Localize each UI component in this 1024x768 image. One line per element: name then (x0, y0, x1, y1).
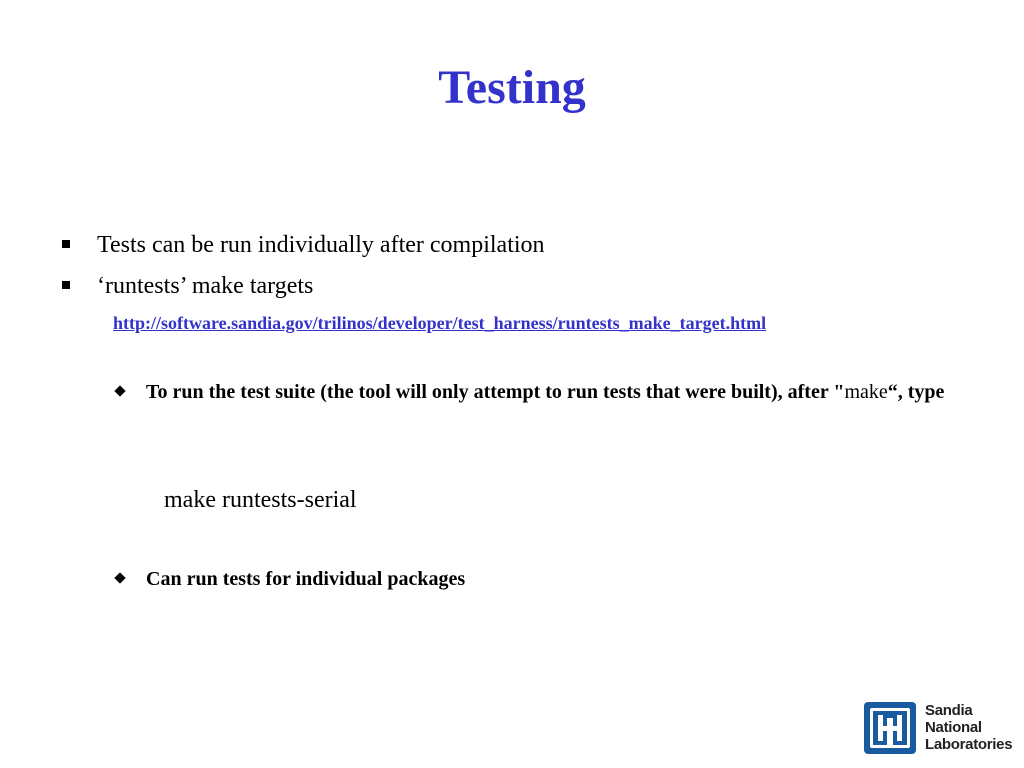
make-word: make (844, 381, 888, 403)
bullet-item (62, 271, 313, 301)
logo-wordmark (925, 702, 1012, 753)
logo-line: National (925, 719, 982, 736)
sub-bullet-text: Can run tests for individual packages (146, 568, 466, 590)
slide-title: Testing (438, 61, 586, 114)
logo-line: Sandia (925, 702, 973, 719)
sandia-logo (864, 702, 1014, 756)
diamond-bullet-icon (114, 385, 125, 396)
sub-bullet-tail-text: “, type (887, 381, 945, 403)
sandia-thunderbird-icon (864, 702, 916, 754)
logo-line: Laboratories (925, 736, 1013, 753)
runtests-doc-link[interactable]: http://software.sandia.gov/trilinos/developer/test_harness/runtests_make_target.html (113, 313, 767, 333)
bullet-text: Tests can be run individually after compilation (97, 232, 545, 258)
bullet-item (62, 230, 545, 260)
bullet-text: ‘runtests’ make targets (97, 273, 314, 299)
square-bullet-icon (62, 281, 70, 289)
diamond-bullet-icon (114, 572, 125, 583)
sub-bullet-text (146, 378, 986, 406)
command-text: make runtests-serial (164, 487, 357, 513)
square-bullet-icon (62, 240, 70, 248)
sub-bullet-bold-text: To run the test suite (the tool will only attempt to run tests that were built), after " (146, 381, 845, 403)
